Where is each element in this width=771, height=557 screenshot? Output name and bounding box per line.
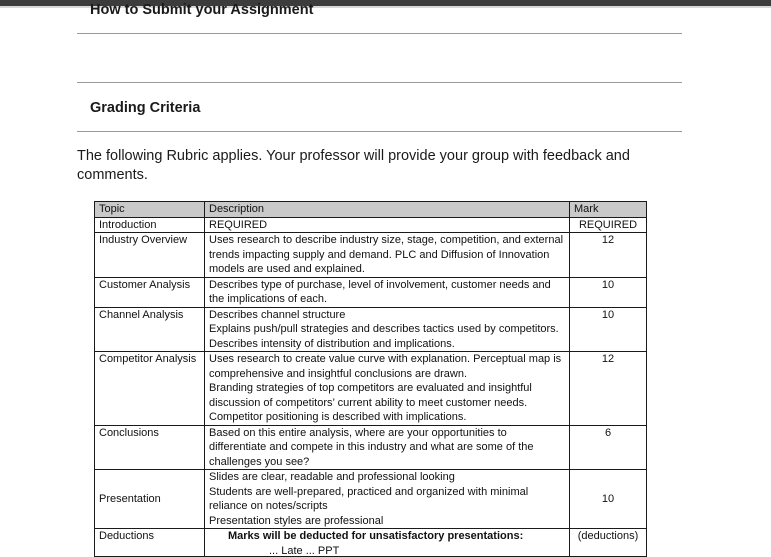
divider [77,33,682,34]
section-title-submit: How to Submit your Assignment [90,2,314,18]
description-line: Describes type of purchase, level of involvement, customer needs and the implications of each. [209,278,551,305]
section-title-grading: Grading Criteria [90,100,201,116]
deductions-heading: Marks will be deducted for unsatisfactory presentations: [228,530,524,542]
table-row [95,307,647,352]
topic-cell: Channel Analysis [95,307,205,352]
mark-cell: 12 [570,352,647,426]
mark-cell: 10 [570,307,647,352]
rubric-intro-text: The following Rubric applies. Your professor will provide your group with feedback and comments. [77,148,630,183]
table-header-row [95,202,647,218]
description-cell [205,307,570,352]
table-row [95,233,647,278]
table-row [95,217,647,233]
table-row [95,425,647,470]
description-line: Competitor positioning is described with implications. [209,411,467,423]
table-row [95,352,647,426]
description-line: Explains push/pull strategies and describes tactics used by competitors. Describes intensity of distribution and implications. [209,323,559,350]
description-cell [205,529,570,557]
topic-cell: Customer Analysis [95,277,205,307]
mark-cell: REQUIRED [570,217,647,233]
topic-cell: Presentation [95,470,205,529]
description-line: Slides are clear, readable and professional looking [209,471,455,483]
description-line: Based on this entire analysis, where are your opportunities to differentiate and compete in this industry and what are some of the challenges you see? [209,426,534,468]
deductions-list-cut [209,544,565,556]
description-cell [205,470,570,529]
topic-cell: Deductions [95,529,205,557]
description-line: Students are well-prepared, practiced and organized with minimal reliance on notes/scripts [209,485,529,512]
table-row [95,277,647,307]
divider [77,82,682,83]
description-line: Presentation styles are professional [209,514,384,527]
topic-cell: Introduction [95,217,205,233]
description-line: Uses research to describe industry size, stage, competition, and external trends impacting supply and demand. PLC and Diffusion of Innovation models are used and explained. [209,234,564,275]
description-cell [205,425,570,470]
description-line: Uses research to create value curve with explanation. Perceptual map is comprehensive and insightful conclusions are drawn. [209,353,562,380]
description-line: REQUIRED [209,218,268,231]
description-cell [205,352,570,426]
description-line: Branding strategies of top competitors are evaluated and insightful discussion of competitors’ current ability to meet customer needs. [209,382,532,409]
description-cell [205,233,570,278]
column-header-mark: Mark [570,202,647,218]
table-row [95,529,647,557]
mark-cell: 10 [570,470,647,529]
mark-cell: (deductions) [570,529,647,557]
topic-cell: Competitor Analysis [95,352,205,426]
grading-rubric-table [94,201,647,557]
mark-cell: 10 [570,277,647,307]
divider [77,131,682,132]
description-cell [205,277,570,307]
mark-cell: 12 [570,233,647,278]
mark-cell: 6 [570,425,647,470]
deductions-item: ... Late ... PPT [269,544,340,556]
topic-cell: Industry Overview [95,233,205,278]
description-cell [205,217,570,233]
topic-cell: Conclusions [95,425,205,470]
column-header-description: Description [205,202,570,218]
description-line: Describes channel structure [209,308,346,321]
column-header-topic: Topic [95,202,205,218]
table-row [95,470,647,529]
